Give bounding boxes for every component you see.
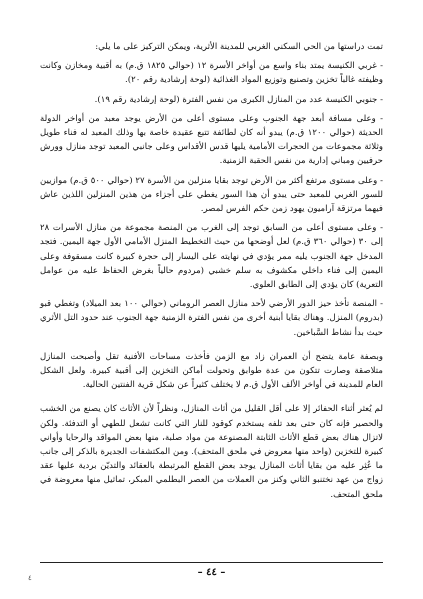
page-number: – ٤٤ – xyxy=(197,567,226,578)
bullet-dynasty-27-houses: - وعلى مستوى مرتفع أكثر من الأرض توجد بقايا منزلين من الأسرة ٢٧ (حوالي ٥٠٠ ق.م) موازيين للسور الغربي للمعبد حتى يبدو أن هذا السور يغطي على أجزاء من هذين المنزلين اللذين عاش فيهما مرتزقة آراميون يهود زمن حكم الفرس لمصر. xyxy=(40,175,383,215)
corner-mark: ٤ xyxy=(28,574,32,582)
bullet-roman-platform: - المنصة تأخذ حيز الدور الأرضي لأحد منازل العصر الروماني (حوالي ١٠٠ بعد الميلاد) وتغطي قبو (بدروم) المنزل. وهناك بقايا أبنية أخرى من نفس الفترة الزمنية جهة الجنوب عند حدود التل الأثري حيث بدأ نشاط السَّباخين. xyxy=(40,299,383,338)
page-body xyxy=(40,40,383,502)
footer-divider xyxy=(40,562,383,563)
paragraph-urban-growth: وبصفة عامة يتضح أن العمران زاد مع الزمن فأخذت مساحات الأفنية تقل وأصبحت المنازل متلاصقة وصارت تتكون من عدة طوابق وتحولت أماكن التخزين إلى أقبية كبيرة. ولعل الشكل العام للمدينة في أواخر الألف الأول ق.م لا يختلف كثيراً عن شكل قرية الفنتين الحالية. xyxy=(40,351,383,391)
bullet-dynasty-28-30-houses: - وعلى مستوى أعلى من السابق توجد إلى الغرب من المنصة مجموعة من منازل الأسرات ٢٨ إلى ٣٠ (حوالي ٣٦٠ ق.م) لعل أوضحها من حيث التخطيط المنزل الأمامي الأول جهة اليمين. فتجد المدخل جهة الجنوب يليه ممر يؤدي في نهايته على اليسار إلى حجرة كبيرة كانت مسقوفة وعلى اليمين إلى فناء داخلي مكشوف به سلم خشبي (مردوم حالياً بغرض الحفاظ عليه من عوامل التعرية) كان يؤدي إلى الطابق العلوي. xyxy=(40,223,383,291)
intro-line: تمت دراستها من الحي السكني الغربي للمدينة الأثرية، ويمكن التركيز على ما يلي: xyxy=(95,42,383,52)
bullet-new-kingdom-temple: - وعلى مسافة أبعد جهة الجنوب وعلى مستوى أعلى من الأرض يوجد معبد من أواخر الدولة الحديثة (حوالي ١٢٠٠ ق.م) يبدو أنه كان لطائفة تتبع عقيدة خاصة بها وذلك المعبد له فناء طويل وثلاثة مجموعات من الحجرات الأمامية يليها قدس الأقداس وعلى جانبي المعبد توجد منازل وورش حرفيين ومباني إدارية من نفس الحقبة الزمنية. xyxy=(40,113,383,167)
paragraph-furniture-finds: لم يُعثر أثناء الحفائر إلا على أقل القليل من أثاث المنازل، ونظراً لأن الأثاث كان يصنع من الخشب والحصير فإنه كان حتى بعد تلفه يستخدم كوقود للنار التي كانت تشعل للطهي أو التدفئة. ولكن لاتزال هناك بعض قطع الأثاث الثابتة المصنوعة من مواد صلبة، منها بعض المواقد والرحايا وأواني كبيرة للتخزين (واحد منها معروض في ملحق المتحف). ومن المكتشفات الجديرة بالذكر إلى جانب ما عُثِر عليه من بقايا أثاث المنازل يوجد بعض القطع المرتبطة بالعقائد والتديّن بردية عليها عقد زواج من عهد نختنبو الثاني وكنز من العملات من العصر البطلمي المبكر، تماثيل منها معروضة في ملحق المتحف. xyxy=(40,404,383,500)
bullet-west-of-church: - غربي الكنيسة يمتد بناء واسع من أواخر الأسرة ١٢ (حوالي ١٨٢٥ ق.م) به أقبية ومخازن وكانت وظيفته غالباً تخزين وتصنيع وتوزيع المواد الغذائية (لوحة إرشادية رقم ٢٠). xyxy=(40,61,383,86)
bullet-south-of-church: - جنوبي الكنيسة عدد من المنازل الكبرى من نفس الفترة (لوحة إرشادية رقم ١٩). xyxy=(94,94,383,105)
